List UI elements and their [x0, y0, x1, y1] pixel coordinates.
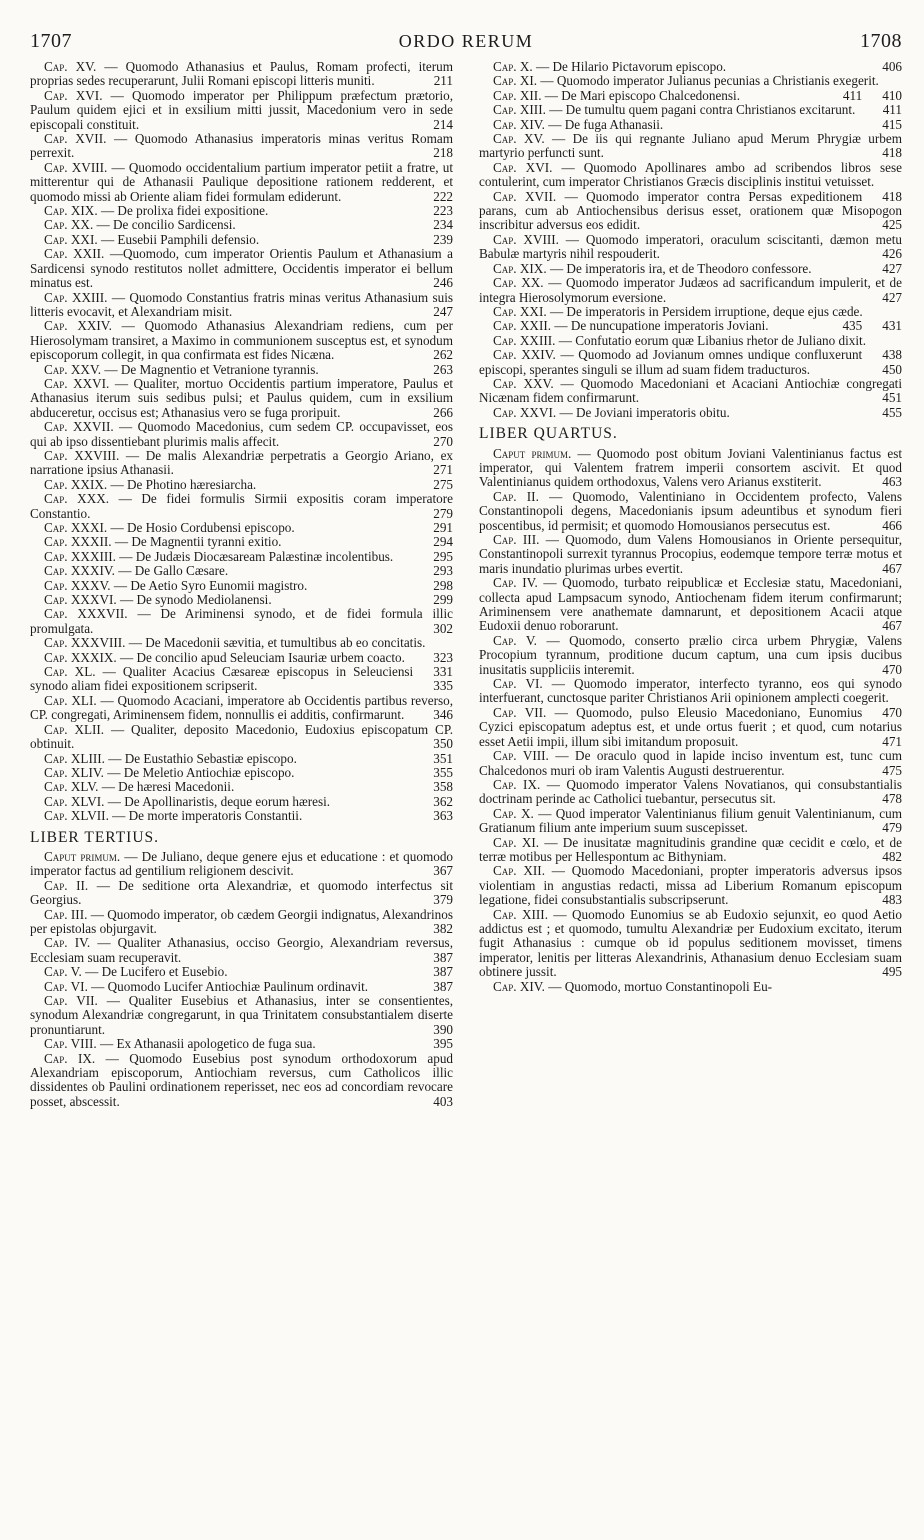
- chapter-summary: — Quomodo Constantius fratris minas veritus Athanasium suis litteris evocavit, et Alexandriam misit.: [30, 289, 454, 319]
- book-heading: LIBER QUARTUS.: [479, 425, 618, 443]
- chapter-number: Cap. IX.: [44, 1050, 96, 1066]
- chapter-number: Cap. XXXVII.: [44, 606, 128, 622]
- right-page-number: 1708: [859, 30, 902, 52]
- chapter-page-ref: 362: [433, 793, 453, 809]
- chapter-number: Cap. XX.: [44, 217, 94, 233]
- chapter-page-ref: 387: [433, 964, 453, 980]
- chapter-page-ref: 323: [433, 649, 453, 665]
- chapter-number: Cap. XLV.: [44, 779, 99, 795]
- chapter-entry: [30, 994, 453, 1037]
- chapter-entry: [30, 1037, 453, 1051]
- chapter-page-ref: 214: [433, 116, 453, 132]
- chapter-page-ref: 266: [433, 404, 453, 420]
- chapter-summary: — Quomodo imperator Judæos ad sacrificandum impulerit, et de integra Hierosolymorum eversione.: [479, 275, 902, 305]
- chapter-entry: [30, 132, 453, 161]
- chapter-summary: — Quomodo occidentalium partium imperator petiit a fratre, ut mitterentur qui de Athanasii Paulique depositione rationem redderent, et quomodo missi ab Oriente aliam fidei formulam ediderunt.: [30, 159, 454, 204]
- chapter-page-ref: 435: [842, 318, 863, 334]
- chapter-entry: [479, 319, 902, 333]
- chapter-number: Cap. VIII.: [44, 1036, 97, 1052]
- chapter-entry: [479, 778, 902, 807]
- chapter-page-ref: 467: [882, 560, 902, 576]
- chapter-number: Cap. XXXV.: [44, 577, 111, 593]
- chapter-page-ref: 246: [433, 275, 453, 291]
- chapter-number: Cap. XIV.: [493, 978, 545, 994]
- chapter-page-ref: 298: [433, 577, 453, 593]
- chapter-page-ref: 239: [433, 231, 453, 247]
- chapter-summary: — De seditione orta Alexandriæ, et quomodo interfectus sit Georgius.: [30, 877, 453, 908]
- chapter-page-ref: 211: [433, 73, 453, 89]
- chapter-summary: — Confutatio eorum quæ Libanius rhetor de Juliano dixit.: [558, 332, 867, 348]
- left-column: [30, 60, 453, 1109]
- chapter-page-ref: 403: [433, 1093, 453, 1109]
- chapter-page-ref: 438: [882, 347, 902, 363]
- chapter-number: Cap. XLVII.: [44, 808, 109, 824]
- chapter-summary: — Qualiter, mortuo Occidentis partium imperatore, Paulus et Athanasius iterum suis sedibus pulsi; et Paulus quidem, cum in exsilium abduceretur, occisus est; Athanasius vero se fuga proripuit.: [30, 375, 453, 420]
- chapter-page-ref: 387: [433, 978, 453, 994]
- chapter-summary: — Quomodo, mortuo Constantinopoli Eu-: [548, 978, 773, 994]
- chapter-page-ref: 418: [882, 188, 902, 204]
- chapter-summary: — Quomodo, conserto prælio circa urbem Phrygiæ, Valens Procopium tyrannum, proditione ducum captum, una cum ipsis ducibus inusitatis suppliciis interemit.: [479, 632, 902, 677]
- chapter-entry: [30, 936, 453, 965]
- chapter-number: Cap. XXXIV.: [44, 563, 115, 579]
- chapter-page-ref: 466: [882, 517, 902, 533]
- chapter-page-ref: 455: [882, 404, 902, 420]
- page-header: [30, 30, 902, 60]
- chapter-summary: — De Lucifero et Eusebio.: [85, 964, 228, 980]
- chapter-entry: [479, 908, 902, 980]
- chapter-summary: — De malis Alexandriæ perpetratis a Georgio Ariano, ex narratione ipsius Athanasii.: [30, 447, 454, 478]
- chapter-summary: — De concilio apud Seleuciam Isauriæ urbem coacto.: [119, 649, 405, 665]
- chapter-summary: — De Ariminensi synodo, et de fidei formula illic promulgata.: [30, 606, 453, 636]
- chapter-number: Cap. XVIII.: [493, 231, 559, 247]
- chapter-entry: [479, 132, 902, 161]
- chapter-summary: — De Meletio Antiochiæ episcopo.: [107, 764, 295, 780]
- chapter-page-ref: 478: [882, 791, 902, 807]
- chapter-page-ref: 451: [882, 390, 902, 406]
- chapter-page-ref: 427: [882, 260, 902, 276]
- chapter-number: Cap. XVII.: [44, 131, 107, 147]
- chapter-entry: [479, 233, 902, 262]
- chapter-page-ref: 426: [882, 246, 902, 262]
- chapter-page-ref: 427: [882, 289, 902, 305]
- chapter-entry: [479, 103, 902, 117]
- left-page-number: 1707: [30, 30, 72, 52]
- chapter-entry: [30, 377, 453, 420]
- chapter-entry: [479, 807, 902, 836]
- chapter-entry: [479, 190, 902, 233]
- chapter-entry: [30, 535, 453, 549]
- chapter-summary: — Quomodo Lucifer Antiochiæ Paulinum ordinavit.: [91, 978, 369, 994]
- chapter-number: Cap. XII.: [493, 87, 542, 103]
- chapter-entry: [30, 879, 453, 908]
- chapter-summary: — De Apollinaristis, deque eorum hæresi.: [107, 793, 331, 809]
- chapter-number: Cap. XVI.: [493, 159, 553, 175]
- chapter-summary: — Quomodo imperator, interfecto tyranno, eos qui synodo interfuerant, cunctosque pariter Christianos Arii opinionem amplecti coegerit.: [479, 676, 902, 706]
- chapter-entry: [30, 850, 453, 879]
- chapter-summary: — Quomodo Athanasius Alexandriam rediens, cum per Hierosolymam transiret, a Maximo in communionem susceptus est, et synodum episcoporum collegit, in qua confirmata est fides Nicæna.: [30, 318, 453, 363]
- chapter-page-ref: 470: [882, 704, 902, 720]
- chapter-summary: — Quomodo imperatori, oraculum sciscitanti, dæmon metu Babulæ martyris nihil respouderit.: [479, 231, 902, 262]
- chapter-page-ref: 367: [433, 863, 453, 879]
- chapter-page-ref: 406: [882, 59, 902, 74]
- chapter-page-ref: 363: [433, 808, 453, 824]
- chapter-number: Cap. XLVI.: [44, 793, 105, 809]
- chapter-entry: [30, 607, 453, 636]
- book-heading: LIBER TERTIUS.: [30, 828, 160, 846]
- chapter-page-ref: 234: [433, 217, 453, 233]
- chapter-number: Cap. VII.: [493, 704, 547, 720]
- chapter-summary: — Quomodo Eusebius post synodum orthodoxorum apud Alexandriam episcoporum, Antiochiam reversus, cum Catholicos illic dissidentes ob Paulini ordinationem reperisset, nec eos ad concordiam revocare posset, abscessit.: [30, 1050, 454, 1109]
- chapter-summary: — Qualiter, deposito Macedonio, Eudoxius episcopatum CP. obtinuit.: [30, 721, 453, 752]
- chapter-entry: [479, 706, 902, 749]
- chapter-entry: [30, 766, 453, 780]
- chapter-summary: — Eusebii Pamphili defensio.: [100, 231, 260, 247]
- chapter-number: Cap. XXXIX.: [44, 649, 117, 665]
- chapter-entry: [30, 521, 453, 535]
- chapter-number: Cap. XXI.: [493, 303, 547, 319]
- chapter-number: Cap. VIII.: [493, 748, 549, 764]
- chapter-page-ref: 467: [882, 618, 902, 634]
- chapter-page-ref: 411: [842, 87, 863, 103]
- chapter-summary: — De Hilario Pictavorum episcopo.: [536, 59, 727, 74]
- chapter-entry: [479, 89, 902, 103]
- chapter-number: Cap. XLIII.: [44, 750, 105, 766]
- chapter-page-ref: 382: [433, 920, 453, 936]
- chapter-summary: — Quomodo Athanasius et Paulus, Romam profecti, iterum proprias sedes recuperarunt, Julii Romani episcopi litteris muniti.: [30, 59, 453, 89]
- chapter-number: Cap. XXX.: [44, 491, 110, 507]
- chapter-entry: [30, 723, 453, 752]
- chapter-entry: [30, 665, 453, 694]
- chapter-number: Cap. XXXVI.: [44, 592, 117, 608]
- chapter-number: Cap. XXV.: [493, 375, 554, 391]
- chapter-summary: — Quomodo imperator, ob cædem Georgii indignatus, Alexandrinos per epistolas objurgavit.: [30, 906, 453, 936]
- chapter-entry: [479, 980, 902, 994]
- chapter-page-ref: 302: [433, 620, 453, 636]
- chapter-summary: — Quomodo imperator per Philippum præfectum prætorio, Paulum quidem ejici et in exsilium mitti jussit, Macedonium vero in sede episcopali constituit.: [30, 87, 453, 132]
- chapter-page-ref: 350: [433, 736, 453, 752]
- chapter-page-ref: 475: [882, 762, 902, 778]
- chapter-summary: — Quomodo, turbato reipublicæ et Ecclesiæ statu, Macedoniani, collecta apud Lampsacum synodo, Antiochenam fidem iterum confirmarunt; Ariminensem vere anathemate damnarunt, et depositionem Acacii atque Eudoxii denuo roborarunt.: [479, 575, 902, 634]
- chapter-summary: — Quod imperator Valentinianus filium genuit Valentinianum, cum Gratianum filium ante imperium suum suscepisset.: [479, 805, 903, 836]
- chapter-summary: — Quomodo, pulso Eleusio Macedoniano, Eunomius Cyzici episcopatum adeptus est, et unde ortus fuerit ; et quod, cum notarius esset Aetii impii, illum sibi imitandum proposuit.: [479, 704, 902, 749]
- chapter-page-ref: 410: [882, 87, 902, 103]
- chapter-page-ref: 351: [433, 750, 453, 766]
- chapter-number: Cap. XV.: [44, 59, 97, 74]
- chapter-summary: — De imperatoris in Persidem irruptione, deque ejus cæde.: [549, 303, 863, 319]
- chapter-entry: [30, 204, 453, 218]
- chapter-page-ref: 346: [433, 707, 453, 723]
- chapter-number: Cap. X.: [493, 805, 534, 821]
- chapter-summary: — Quomodo, dum Valens Homousianos in Oriente persequitur, Constantinopoli surrexit tyrannus Procopius, eodemque tempore terræ motus et maris inundatio plurimas urbes evertit.: [479, 532, 902, 576]
- chapter-entry: [30, 492, 453, 521]
- chapter-number: Cap. XLIV.: [44, 764, 104, 780]
- chapter-page-ref: 431: [882, 318, 902, 334]
- chapter-number: Cap. XI.: [493, 73, 538, 89]
- chapter-page-ref: 415: [882, 116, 902, 132]
- chapter-entry: [479, 864, 902, 907]
- chapter-page-ref: 331: [433, 664, 453, 680]
- chapter-page-ref: 293: [433, 563, 453, 579]
- chapter-entry: [30, 564, 453, 578]
- chapter-number: Cap. XXXIII.: [44, 548, 116, 564]
- chapter-entry: [30, 780, 453, 794]
- chapter-summary: — De prolixa fidei expositione.: [100, 203, 269, 219]
- chapter-number: Cap. XI.: [493, 834, 540, 850]
- chapter-entry: [479, 262, 902, 276]
- chapter-page-ref: 418: [882, 145, 902, 161]
- chapter-summary: — Qualiter Acacius Cæsareæ episcopus in Seleuciensi synodo aliam fidei expositionem scripserit.: [30, 664, 414, 694]
- chapter-summary: — De morte imperatoris Constantii.: [112, 808, 303, 824]
- chapter-number: Cap. IV.: [493, 575, 538, 591]
- chapter-page-ref: 275: [433, 476, 453, 492]
- chapter-entry: [479, 406, 902, 420]
- chapter-number: Cap. XV.: [493, 131, 545, 147]
- chapter-entry: [479, 348, 902, 377]
- chapter-number: Cap. V.: [493, 632, 537, 648]
- chapter-number: Cap. XXIX.: [44, 476, 108, 492]
- chapter-number: Cap. II.: [493, 488, 539, 504]
- chapter-summary: — Quomodo Macedoniani et Acaciani Antiochiæ congregati Nicænam fidem confirmarunt.: [479, 375, 903, 406]
- chapter-entry: [479, 276, 902, 305]
- chapter-entry: [479, 60, 902, 74]
- chapter-summary: — De Joviani imperatoris obitu.: [559, 404, 730, 420]
- chapter-number: Cap. XXVIII.: [44, 447, 120, 463]
- chapter-number: Cap. XXIII.: [44, 289, 108, 305]
- chapter-entry: [479, 118, 902, 132]
- chapter-entry: [479, 836, 902, 865]
- chapter-summary: — Qualiter Eusebius et Athanasius, inter se consentientes, synodum Alexandriæ congregarunt, in qua Trinitatem consubstantialem diserte pronuntiarunt.: [30, 993, 454, 1037]
- chapter-number: Cap. VII.: [44, 993, 98, 1008]
- chapter-number: Cap. VI.: [493, 676, 543, 692]
- chapter-entry: [30, 965, 453, 979]
- chapter-page-ref: 483: [882, 892, 902, 908]
- chapter-summary: — De tumultu quem pagani contra Christianos excitarunt.: [549, 102, 856, 118]
- chapter-number: Cap. XXIII.: [493, 332, 556, 348]
- chapter-summary: — Quomodo Macedoniani, propter imperatoris adversus ipsos violentiam in angustias redacti, missa ad Liberium Romanum episcopum legatione, fidei consubstantialis subscripserunt.: [479, 863, 903, 908]
- chapter-page-ref: 395: [433, 1036, 453, 1052]
- chapter-number: Cap. XVII.: [493, 188, 557, 204]
- chapter-number: Cap. XIII.: [493, 102, 546, 118]
- chapter-page-ref: 279: [433, 505, 453, 521]
- chapter-summary: — De inusitatæ magnitudinis grandine quæ cecidit e cœlo, et de terræ motibus per Hellespontum ac Bithyniam.: [479, 834, 903, 864]
- chapter-summary: — Quomodo imperator Julianus pecunias a Christianis exegerit.: [540, 73, 879, 89]
- chapter-entry: [30, 694, 453, 723]
- chapter-entry: [30, 980, 453, 994]
- chapter-number: Cap. XX.: [493, 275, 544, 291]
- chapter-summary: — Ex Athanasii apologetico de fuga sua.: [99, 1036, 316, 1052]
- chapter-page-ref: 390: [433, 1021, 453, 1037]
- chapter-entry: [479, 634, 902, 677]
- chapter-number: Cap. XXXII.: [44, 534, 112, 550]
- chapter-number: Cap. XIX.: [44, 203, 98, 219]
- chapter-entry: [479, 377, 902, 406]
- chapter-summary: — Quomodo Macedonius, cum sedem CP. occupavisset, eos qui ab ipso dissentiebant plurimis malis affecit.: [30, 419, 454, 449]
- chapter-summary: — De Gallo Cæsare.: [118, 563, 229, 579]
- chapter-number: Cap. XVIII.: [44, 159, 108, 175]
- chapter-number: Cap. XXII.: [493, 318, 552, 334]
- chapter-summary: — Quomodo post obitum Joviani Valentinianus factus est imperator, qui Valentem fratrem imperii consortem ascivit. Et quod Valentinianus quidem orthodoxus, Valens vero Arianus exstiterit.: [479, 445, 902, 490]
- chapter-page-ref: 335: [433, 678, 453, 694]
- chapter-page-ref: 291: [433, 520, 453, 535]
- chapter-entry: [30, 449, 453, 478]
- chapter-entry: [30, 550, 453, 564]
- chapter-page-ref: 379: [433, 892, 453, 908]
- chapter-number: Cap. XXII.: [44, 246, 105, 262]
- chapter-number: Cap. XII.: [493, 863, 545, 879]
- chapter-entry: [479, 576, 902, 634]
- running-title: ORDO RERUM: [398, 31, 534, 51]
- chapter-entry: [30, 420, 453, 449]
- chapter-number: Cap. XXVII.: [44, 419, 114, 435]
- chapter-summary: — De concilio Sardicensi.: [96, 217, 236, 233]
- chapter-summary: — De Eustathio Sebastiæ episcopo.: [108, 750, 297, 766]
- chapter-summary: — De Mari episcopo Chalcedonensi.: [544, 87, 740, 103]
- chapter-page-ref: 299: [433, 592, 453, 608]
- chapter-page-ref: 218: [433, 145, 453, 161]
- chapter-entry: [30, 247, 453, 290]
- chapter-entry: [30, 363, 453, 377]
- chapter-page-ref: 479: [882, 820, 902, 836]
- chapter-number: Caput primum.: [493, 445, 572, 461]
- chapter-summary: — De Macedonii sævitia, et tumultibus ab eo concitatis.: [128, 635, 426, 651]
- chapter-summary: — Quomodo Eunomius se ab Eudoxio sejunxit, eo quod Aetio addictus est ; et quomodo, tumultu Alexandriæ per Eudoxium excitato, iterum fugit Athanasius : cumque ob id populus seditionem movisset, timens imperator, lenitis per litteras Alexandrinis, Athanasium denuo Ecclesiam suam obtinere jussit.: [479, 906, 903, 980]
- chapter-entry: [479, 447, 902, 490]
- chapter-entry: [30, 218, 453, 232]
- chapter-entry: [30, 908, 453, 937]
- chapter-page-ref: 450: [882, 361, 902, 377]
- chapter-number: Cap. XXI.: [44, 231, 98, 247]
- chapter-summary: — De synodo Mediolanensi.: [119, 592, 272, 608]
- two-column-body: [30, 60, 902, 1109]
- chapter-summary: — Qualiter Athanasius, occiso Georgio, Alexandriam reversus, Ecclesiam suam recuperavit.: [30, 935, 453, 965]
- chapter-summary: — De iis qui regnante Juliano apud Merum Phrygiæ urbem martyrio perfuncti sunt.: [479, 131, 903, 161]
- chapter-entry: [30, 795, 453, 809]
- chapter-number: Cap. XIX.: [493, 260, 547, 276]
- chapter-page-ref: 358: [433, 779, 453, 795]
- chapter-number: Cap. X.: [493, 59, 533, 74]
- chapter-page-ref: 470: [882, 661, 902, 677]
- chapter-entry: [30, 478, 453, 492]
- chapter-summary: — De hæresi Macedonii.: [101, 779, 235, 795]
- chapter-number: Cap. III.: [493, 532, 540, 547]
- chapter-entry: [30, 752, 453, 766]
- chapter-summary: — De Magnentio et Vetranione tyrannis.: [104, 361, 319, 377]
- chapter-number: Cap. IV.: [44, 935, 91, 951]
- chapter-page-ref: 411: [882, 102, 902, 118]
- chapter-entry: [30, 1052, 453, 1110]
- chapter-page-ref: 355: [433, 764, 453, 780]
- chapter-number: Cap. XLII.: [44, 721, 105, 737]
- chapter-summary: — Quomodo Athanasius imperatoris minas veritus Romam perrexit.: [30, 131, 453, 161]
- chapter-summary: — De Magnentii tyranni exitio.: [114, 534, 282, 550]
- chapter-entry: [30, 60, 453, 89]
- chapter-entry: [30, 233, 453, 247]
- chapter-page-ref: 222: [433, 188, 453, 204]
- chapter-summary: — De Aetio Syro Eunomii magistro.: [113, 577, 308, 593]
- chapter-page-ref: 271: [433, 462, 453, 478]
- chapter-entry: [30, 161, 453, 204]
- chapter-summary: —Quomodo, cum imperator Orientis Paulum et Athanasium a Sardicensi synodo restitutos nollet admittere, Occidentis imperator ei bellum minatus est.: [30, 246, 453, 291]
- chapter-summary: — Quomodo ad Jovianum omnes undique confluxerunt episcopi, sperantes singuli se illum ad suam fidem traducturos.: [479, 347, 863, 377]
- chapter-number: Cap. XVI.: [44, 87, 103, 103]
- chapter-entry: [30, 291, 453, 320]
- chapter-page-ref: 295: [433, 548, 453, 564]
- chapter-summary: — Quomodo Apollinares ambo ad scribendos libros sese contulerint, cum imperator Christianos Græcis disciplinis institui vetuisset.: [479, 159, 902, 190]
- chapter-summary: — De Juliano, deque genere ejus et educatione : et quomodo imperator factus ad gentilium religionem descivit.: [30, 848, 454, 879]
- chapter-entry: [30, 89, 453, 132]
- chapter-summary: — Quomodo Acaciani, imperatore ab Occidentis partibus reverso, CP. congregati, Ariminensem fidem, nonnullis ei additis, confirmarunt.: [30, 692, 454, 723]
- chapter-entry: [479, 490, 902, 533]
- chapter-page-ref: 425: [882, 217, 902, 233]
- chapter-number: Cap. XL.: [44, 664, 96, 680]
- chapter-entry: [30, 319, 453, 362]
- chapter-number: Cap. VI.: [44, 978, 88, 994]
- chapter-summary: — De Judæis Diocæsaream Palæstinæ incolentibus.: [119, 548, 394, 564]
- chapter-entry: [479, 533, 902, 576]
- chapter-summary: — De fidei formulis Sirmii expositis coram imperatore Constantio.: [30, 491, 453, 521]
- chapter-summary: — De oraculo quod in lapide inciso inventum est, tunc cum Chalcedonos muri ob iram Valentis Augusti destruerentur.: [479, 748, 902, 778]
- chapter-number: Cap. XXV.: [44, 361, 102, 377]
- chapter-summary: — Quomodo imperator contra Persas expeditionem parans, cum ab Antiochensibus derisus esset, orationem quæ Misopogon inscribitur adversus eos edidit.: [479, 188, 902, 233]
- chapter-entry: [30, 809, 453, 823]
- chapter-summary: — Quomodo, Valentiniano in Occidentem profecto, Valens Constantinopoli degens, Macedonianis ipsum adeuntibus et synodum fieri poscentibus, id permisit; et quomodo Homousianos persecutus est.: [479, 488, 903, 533]
- chapter-page-ref: 463: [882, 474, 902, 490]
- chapter-number: Cap. XLI.: [44, 692, 97, 708]
- chapter-number: Cap. XIV.: [493, 116, 545, 132]
- chapter-page-ref: 262: [433, 347, 453, 363]
- chapter-number: Cap. XXIV.: [44, 318, 112, 334]
- chapter-page-ref: 270: [433, 433, 453, 449]
- chapter-number: Cap. XXXVIII.: [44, 635, 126, 651]
- chapter-number: Caput primum.: [44, 848, 121, 864]
- chapter-summary: — De imperatoris ira, et de Theodoro confessore.: [549, 260, 812, 276]
- chapter-number: Cap. V.: [44, 964, 82, 980]
- chapter-number: Cap. II.: [44, 877, 89, 893]
- chapter-number: Cap. XIII.: [493, 906, 548, 922]
- chapter-number: Cap. XXXI.: [44, 520, 108, 535]
- chapter-summary: — De Hosio Cordubensi episcopo.: [110, 520, 295, 535]
- chapter-page-ref: 482: [882, 848, 902, 864]
- chapter-number: Cap. XXVI.: [44, 375, 110, 391]
- chapter-page-ref: 294: [433, 534, 453, 550]
- chapter-number: Cap. XXVI.: [493, 404, 557, 420]
- right-column: [479, 60, 902, 1109]
- chapter-entry: [30, 579, 453, 593]
- chapter-page-ref: 263: [433, 361, 453, 377]
- chapter-number: Cap. IX.: [493, 776, 541, 792]
- chapter-summary: — De nuncupatione imperatoris Joviani.: [554, 318, 769, 334]
- chapter-page-ref: 387: [433, 949, 453, 965]
- chapter-page-ref: 471: [882, 733, 902, 749]
- chapter-number: Cap. XXIV.: [493, 347, 556, 363]
- chapter-page-ref: 247: [433, 303, 453, 319]
- chapter-number: Cap. III.: [44, 906, 88, 922]
- chapter-summary: — Quomodo imperator Valens Novatianos, qui consubstantialis doctrinam perinde ac Catholici tuebantur, persecutus sit.: [479, 776, 903, 807]
- chapter-summary: — De fuga Athanasii.: [548, 116, 664, 132]
- chapter-entry: [30, 593, 453, 607]
- chapter-entry: [479, 749, 902, 778]
- chapter-page-ref: 495: [882, 964, 902, 980]
- chapter-summary: — De Photino hæresiarcha.: [110, 476, 257, 492]
- chapter-page-ref: 223: [433, 203, 453, 219]
